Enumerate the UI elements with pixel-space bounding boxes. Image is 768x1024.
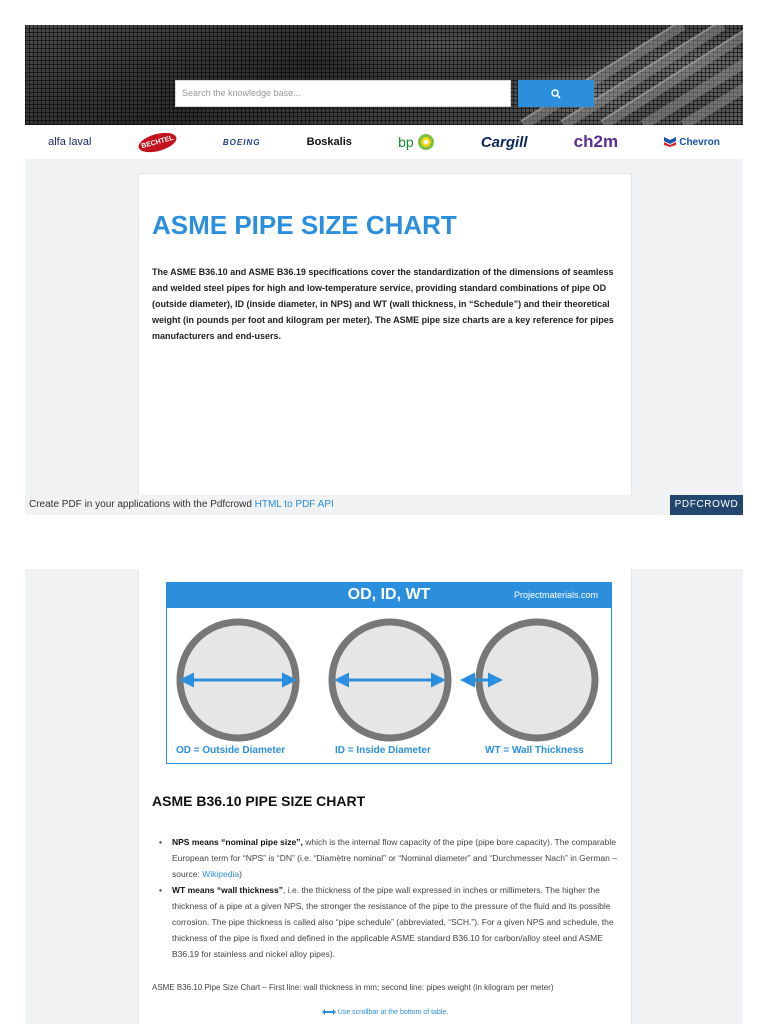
list-item [159,882,621,962]
page-title: ASME PIPE SIZE CHART [152,210,457,240]
pipes-background-image [483,25,743,125]
html-to-pdf-link[interactable]: HTML to PDF API [254,499,334,510]
wt-definition: , i.e. the thickness of the pipe wall expressed in inches or millimeters. The higher the thickness of a pipe at a given NPS, the stronger the resistance of the pipe to the pressure of the fluid and its possible corrosion. The pipe thickness is called also “pipe schedule” (abbreviated, “SCH.”). For a given NPS and schedule, the thickness of the pipe is fixed and defined in the applicable ASME standard B36.10 for carbon/alloy steel and ASME B36.19 for stainless and nickel alloy pipes). [172,885,614,959]
pdfcrowd-badge[interactable]: PDFCROWD [670,495,743,515]
logo-bp [398,133,435,151]
nps-term: NPS means “nominal pipe size”, [172,837,303,847]
od-id-wt-diagram [166,582,612,764]
wt-caption: WT = Wall Thickness [485,745,584,756]
logo-ch2m: ch2m [573,132,619,151]
section-title: ASME B36.10 PIPE SIZE CHART [152,793,366,809]
id-caption: ID = Inside Diameter [335,745,431,756]
nps-definition-tail: ) [239,869,242,879]
list-item [159,834,621,882]
article-card [138,173,632,515]
bp-helios-icon [417,133,435,151]
logo-bechtel: BECHTEL [136,129,178,156]
chevron-logo-icon [664,137,676,147]
pdf-page-1 [25,25,743,515]
logo-chevron [664,137,720,148]
wikipedia-link[interactable]: Wikipedia [202,869,240,879]
search-icon [551,89,561,99]
diagram-site-label: Projectmaterials.com [513,590,598,600]
pdf-footer-text [29,499,334,510]
logo-cargill: Cargill [480,133,528,151]
pdf-footer [25,495,743,515]
pdf-page-2 [25,569,743,1024]
logo-alfa-laval: alfa laval [48,136,92,148]
wt-term: WT means “wall thickness” [172,885,284,895]
logo-chevron-text: Chevron [679,136,720,148]
table-caption: ASME B36.10 Pipe Size Chart – First line: wall thickness in mm; second line: pipes weight (in kilogram per meter) [152,983,554,992]
od-caption: OD = Outside Diameter [176,745,286,756]
pdf-footer-label: Create PDF in your applications with the Pdfcrowd [29,499,255,510]
intro-paragraph: The ASME B36.10 and ASME B36.19 specifications cover the standardization of the dimensions of seamless and welded steel pipes for high and low-temperature service, providing standard combinations of pipe OD (outside diameter), ID (inside diameter, in NPS) and WT (wall thickness, in “Schedule”) and their theoretical weight (in pounds per foot and kilogram per meter). The ASME pipe size charts are a key reference for pipes manufacturers and end-users. [152,267,614,341]
diagram-title: OD, ID, WT [347,586,431,603]
diagram-header [167,583,611,608]
logo-boeing: BOEING [222,137,261,147]
article-content [138,569,632,1024]
nps-definition: which is the internal flow capacity of the pipe (pipe bore capacity). The comparable European term for “NPS” is “DN” (i.e. “Diamètre nominal” or “Nominal diameter” and “Durchmesser Nach” in German – source: [172,837,617,879]
client-logos-strip [25,125,743,159]
logo-boskalis: Boskalis [306,136,352,148]
search-input[interactable]: Search the knowledge base... [175,80,511,107]
scroll-hint-text: Use scrollbar at the bottom of table. [337,1009,449,1016]
pipe-cross-sections [167,608,611,743]
scroll-hint [139,1009,631,1016]
logo-bp-text: bp [398,134,414,150]
arrow-left-right-icon [322,1009,336,1015]
definitions-list [159,834,621,962]
hero-banner [25,25,743,125]
search-button[interactable] [518,80,594,107]
